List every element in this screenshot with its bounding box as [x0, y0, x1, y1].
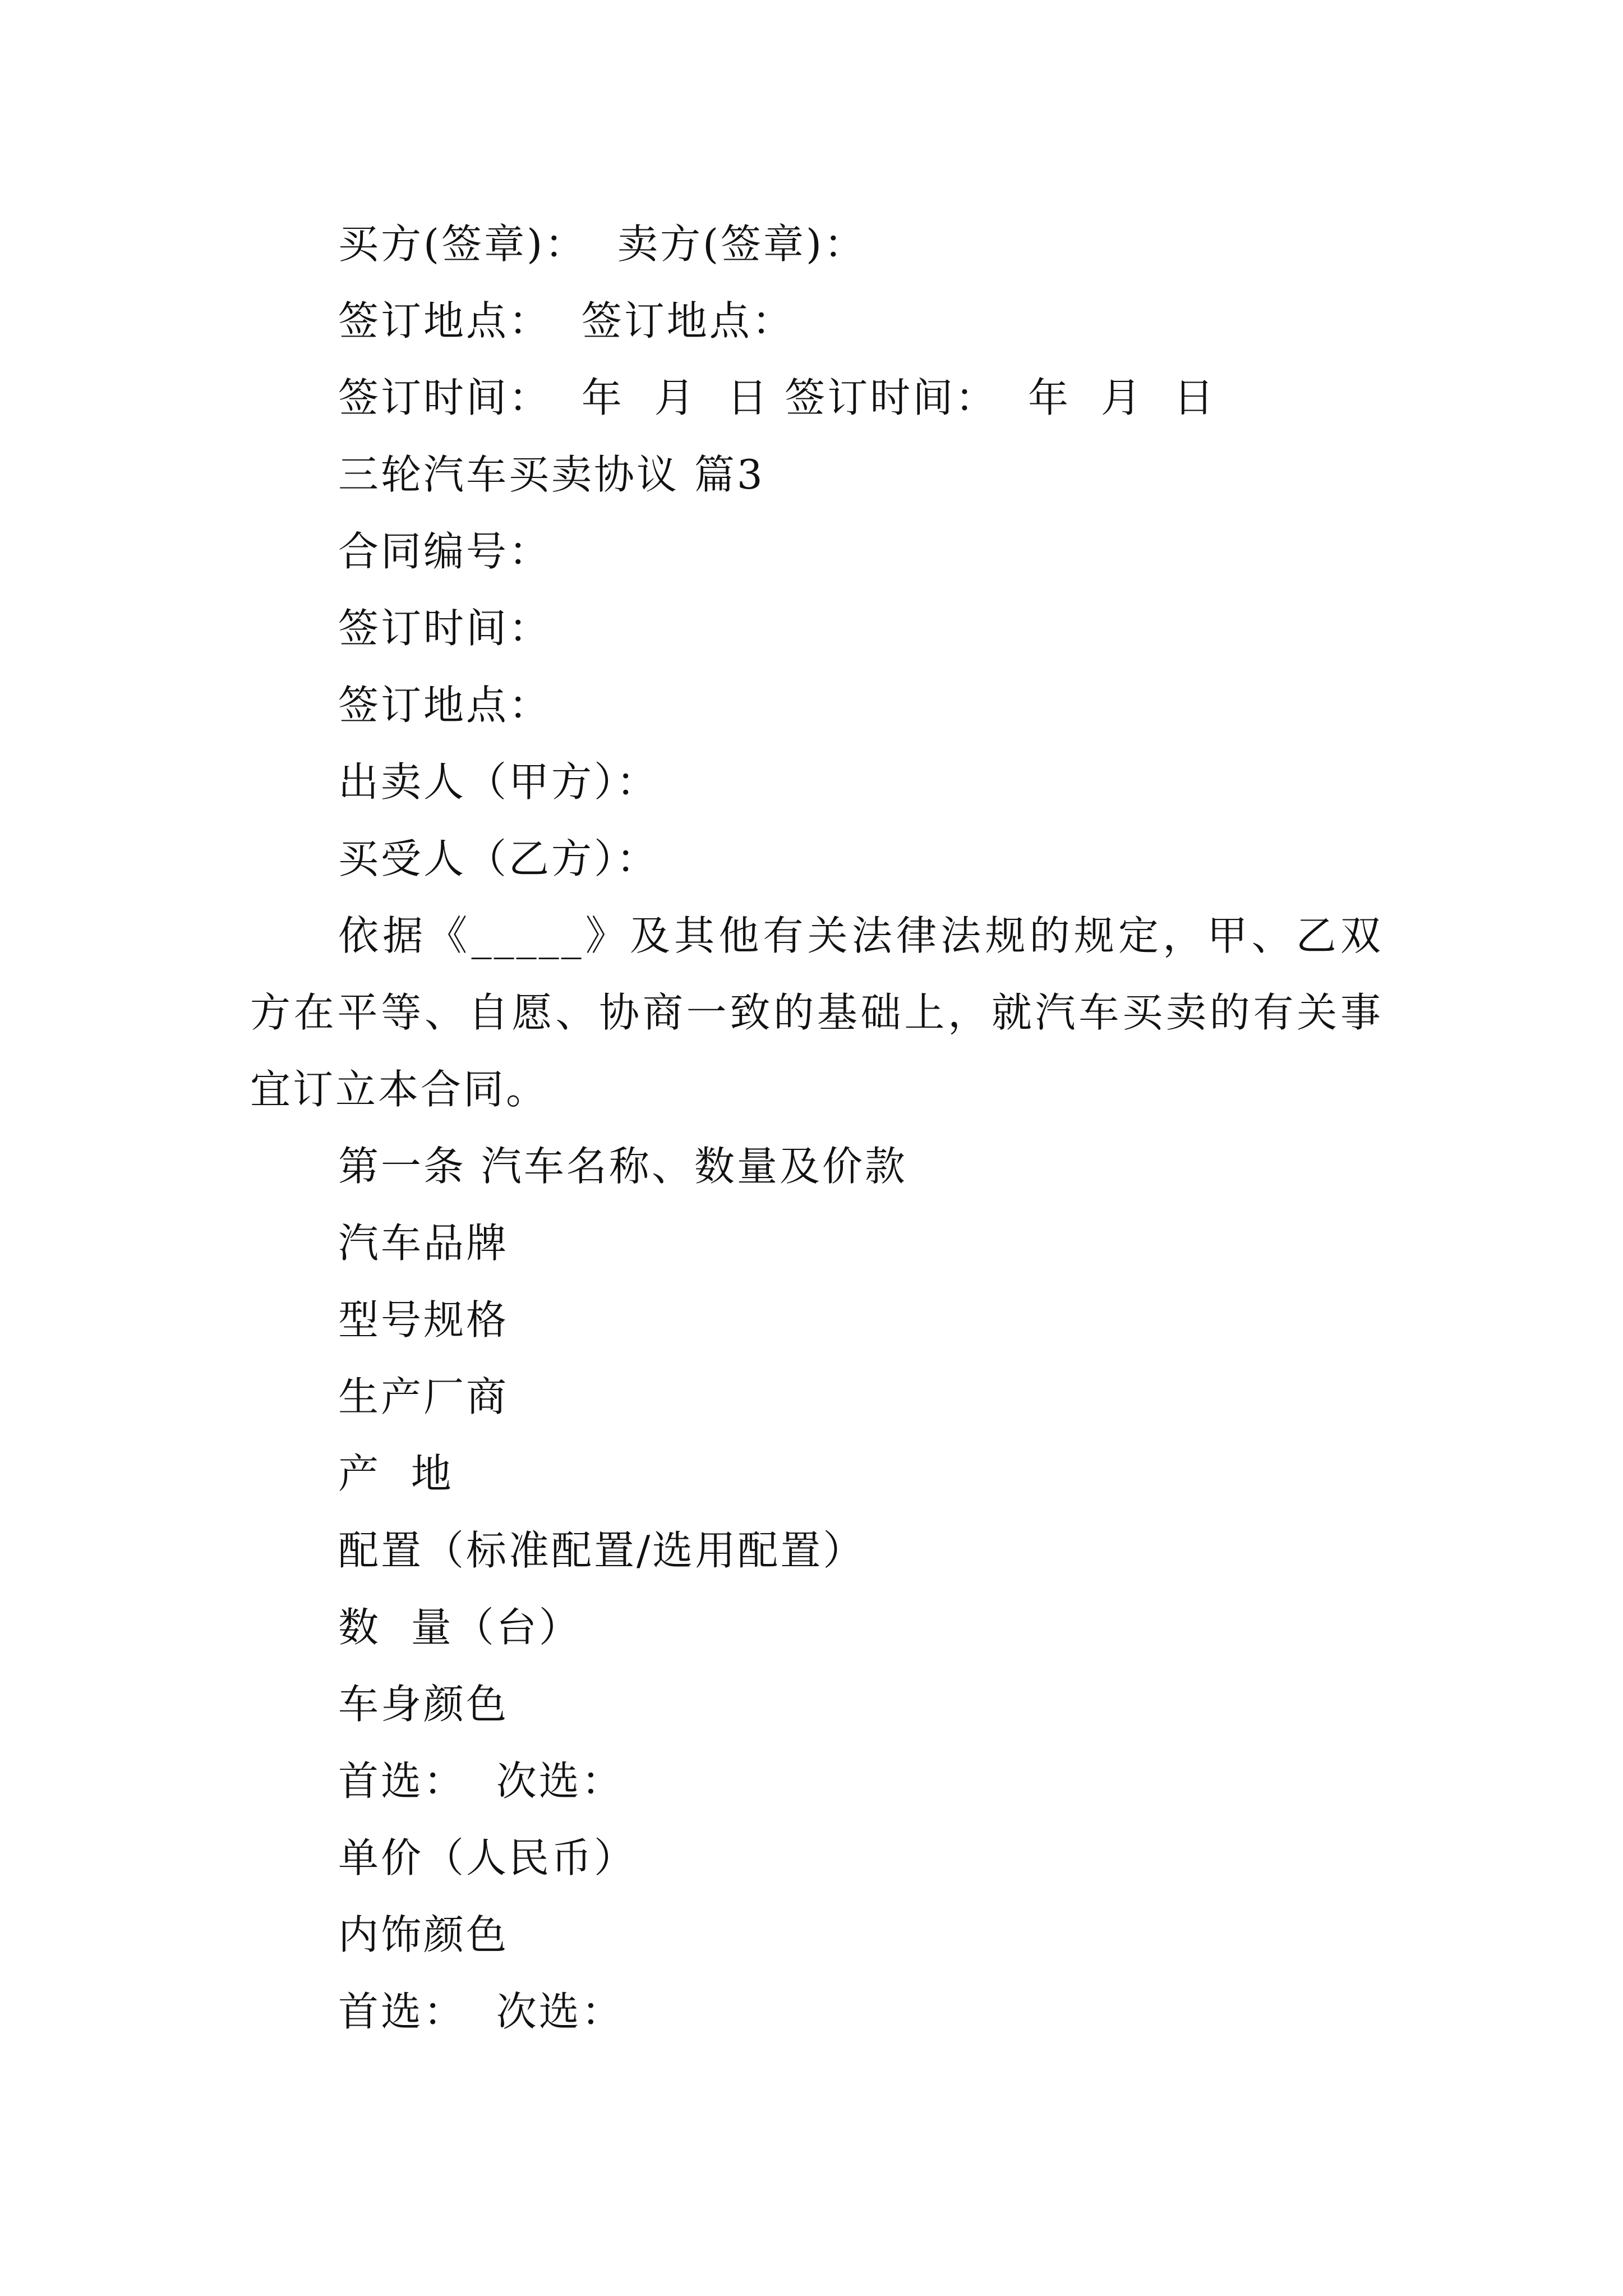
item-unit-price: 单价（人民币） [338, 1834, 637, 1881]
section-title: 三轮汽车买卖协议 篇3 [338, 451, 765, 498]
article-one-heading: 第一条 汽车名称、数量及价款 [338, 1143, 907, 1190]
item-body-color-choice: 首选： 次选： [338, 1757, 624, 1805]
buyer-seller-signature-line: 买方(签章)： 卖方(签章)： [338, 220, 867, 268]
contract-number-line: 合同编号： [338, 528, 552, 575]
item-configuration: 配置（标准配置/选用配置） [338, 1527, 866, 1574]
item-car-brand: 汽车品牌 [338, 1220, 509, 1267]
signing-time-line: 签订时间： 年 月 日 签订时间： 年 月 日 [338, 374, 1216, 421]
item-interior-color: 内饰颜色 [338, 1911, 509, 1958]
contract-signing-place-line: 签订地点： [338, 682, 552, 729]
item-quantity: 数 量（台） [338, 1604, 582, 1651]
signing-place-line: 签订地点： 签订地点： [338, 297, 795, 344]
item-interior-color-choice: 首选： 次选： [338, 1988, 624, 2035]
contract-basis-paragraph: 依据《_____》及其他有关法律法规的规定，甲、乙双方在平等、自愿、协商一致的基础上，就汽车买卖的有关事宜订立本合同。 [250, 912, 1383, 1113]
buyer-party-line: 买受人（乙方）： [338, 835, 660, 882]
item-manufacturer: 生产厂商 [338, 1373, 509, 1420]
seller-party-line: 出卖人（甲方）： [338, 758, 660, 806]
item-model-spec: 型号规格 [338, 1296, 509, 1343]
contract-signing-time-line: 签订时间： [338, 605, 552, 652]
item-origin: 产 地 [338, 1450, 454, 1497]
item-body-color: 车身颜色 [338, 1681, 509, 1728]
